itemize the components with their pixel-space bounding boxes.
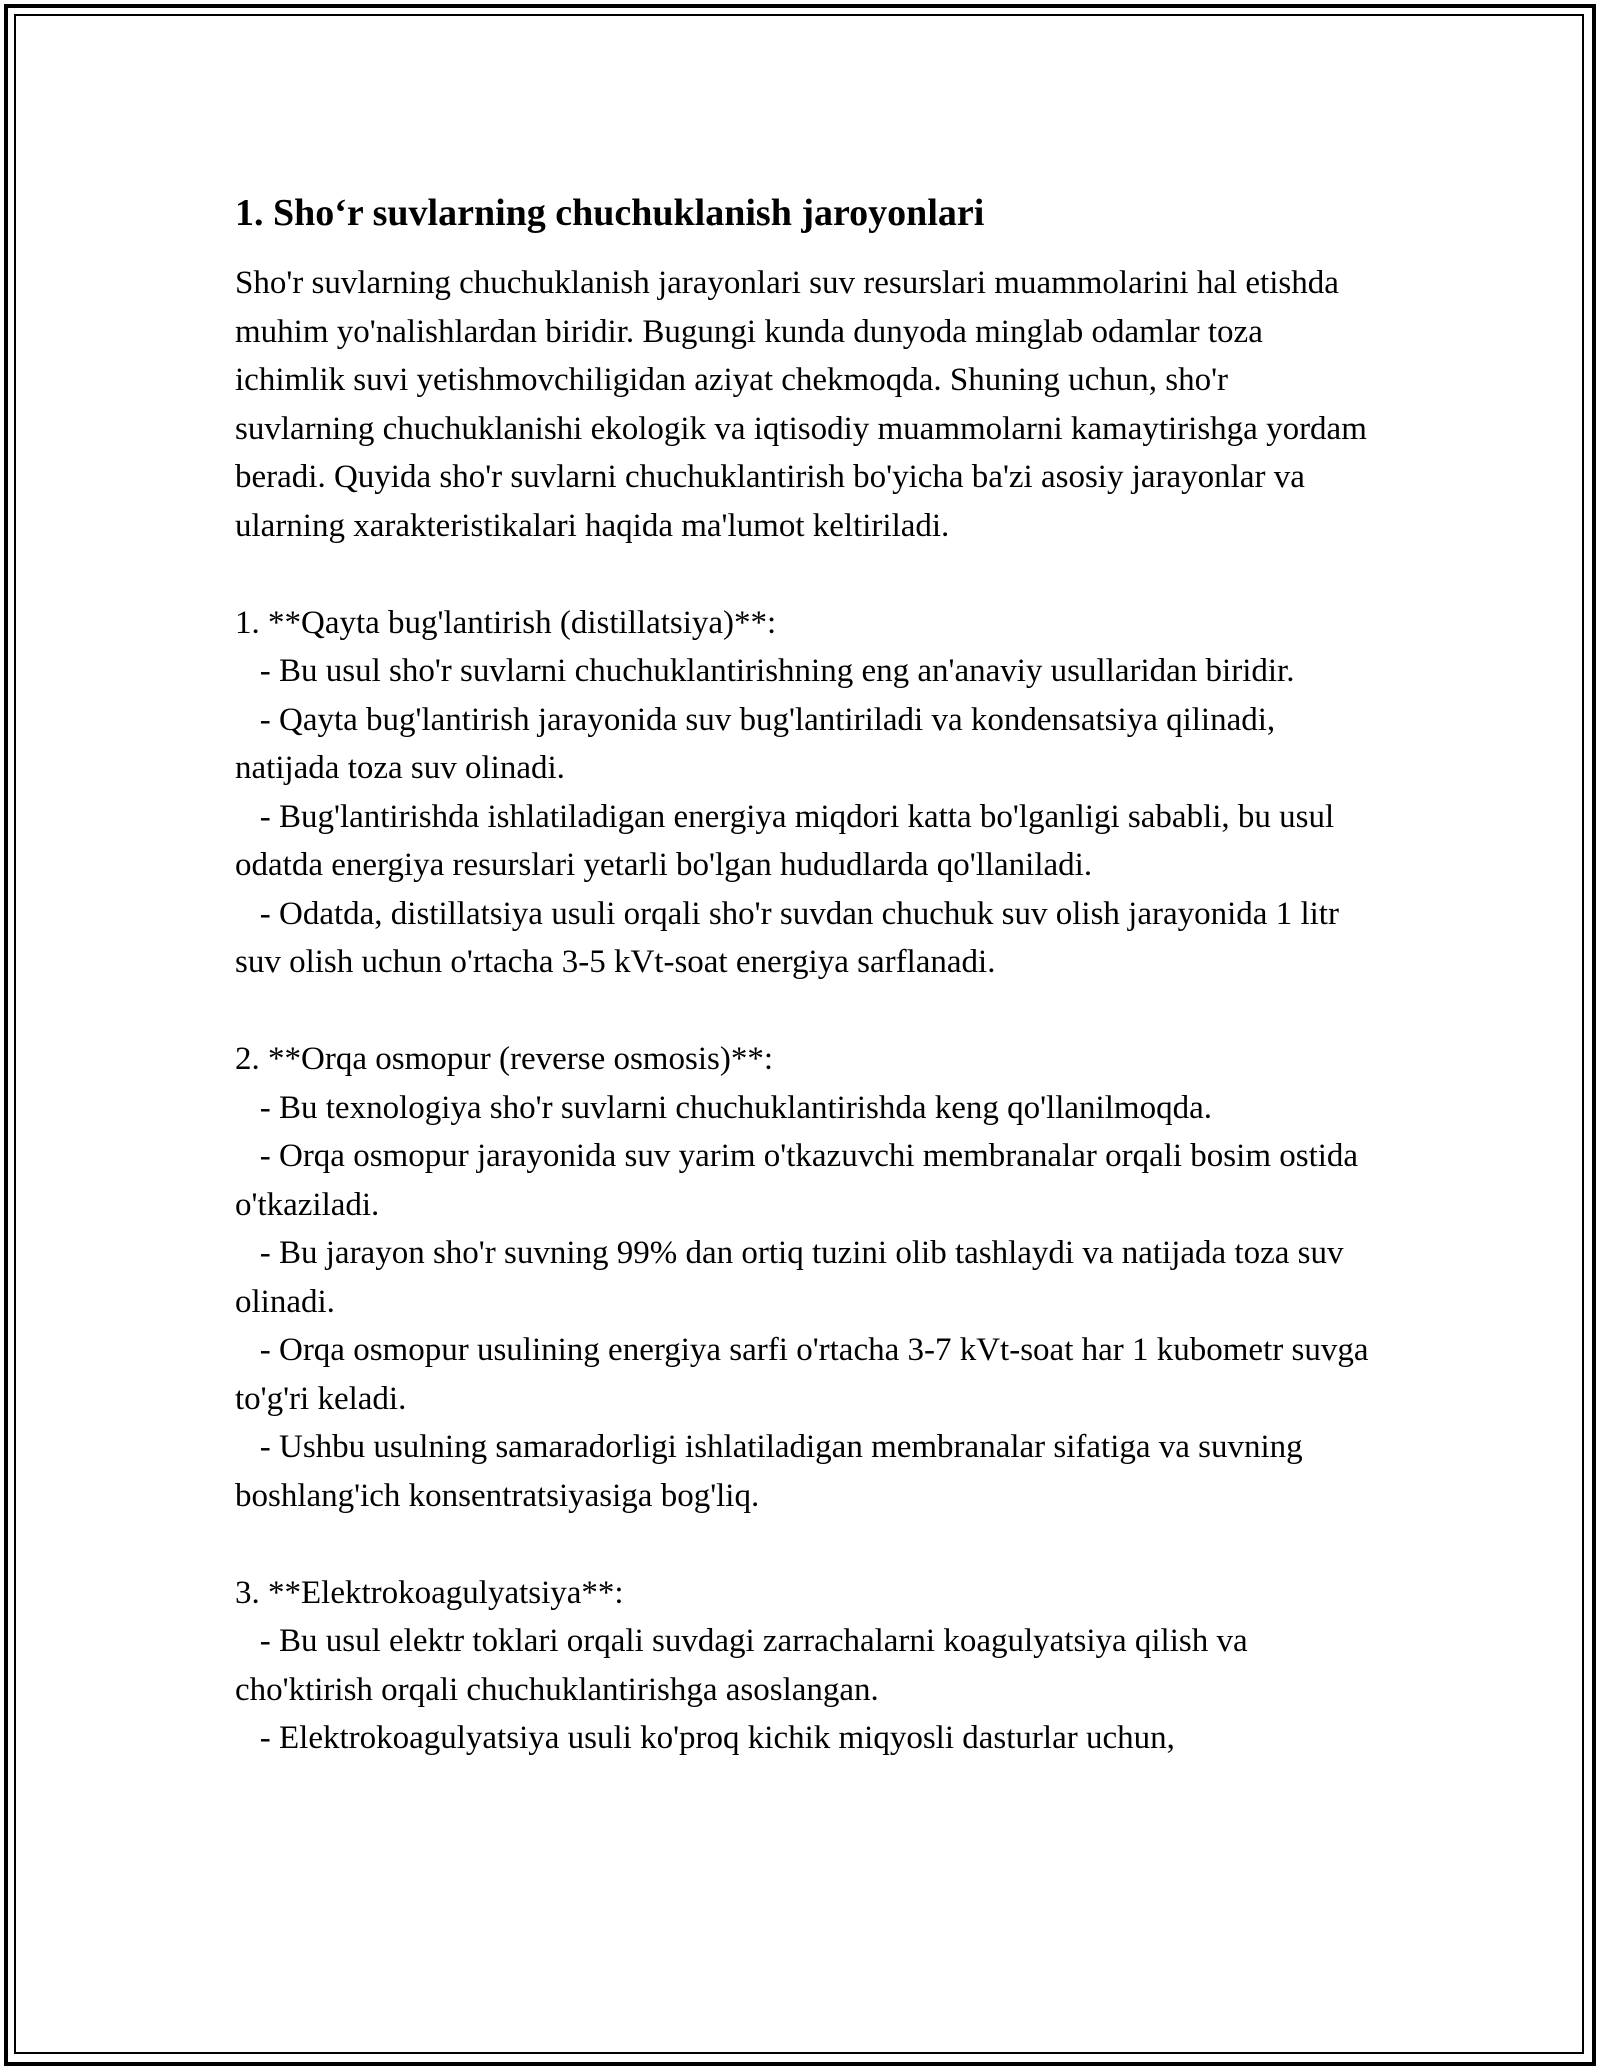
intro-paragraph: Sho'r suvlarning chuchuklanish jarayonlari suv resurslari muammolarini hal etishda muhim yo'nalishlardan biridir. Bugungi kunda dunyoda minglab odamlar toza ichimlik suvi yetishmovchiligidan aziyat chekmoqda. Shuning uchun, sho'r suvlarning chuchuklanishi ekologik va iqtisodiy muammolarni kamaytirishga yordam beradi. Quyida sho'r suvlarni chuchuklantirish bo'yicha ba'zi asosiy jarayonlar va ularning xarakteristikalari haqida ma'lumot keltiriladi.	[235, 265, 1376, 544]
list-item-text: - Bug'lantirishda ishlatiladigan energiya miqdori katta bo'lganligi sababli, bu usul odatda energiya resurslari yetarli bo'lgan hududlarda qo'llaniladi.	[235, 798, 1343, 883]
paragraph-gap	[235, 1520, 1375, 1569]
section-distillation	[235, 599, 1375, 987]
section-title: 2. **Orqa osmopur (reverse osmosis)**:	[235, 1041, 773, 1077]
list-item	[235, 647, 1375, 696]
list-item-text: - Bu usul elektr toklari orqali suvdagi zarrachalarni koagulyatsiya qilish va cho'ktirish orqali chuchuklantirishga asoslangan.	[235, 1623, 1256, 1708]
list-item	[235, 793, 1375, 890]
list-item-text: - Orqa osmopur jarayonida suv yarim o'tkazuvchi membranalar orqali bosim ostida o'tkaziladi.	[235, 1138, 1367, 1223]
list-item-text: - Bu texnologiya sho'r suvlarni chuchuklantirishda keng qo'llanilmoqda.	[259, 1089, 1212, 1126]
paragraph-gap	[235, 550, 1375, 599]
list-item	[235, 1132, 1375, 1229]
list-item-text: - Odatda, distillatsiya usuli orqali sho'r suvdan chuchuk suv olish jarayonida 1 litr suv olish uchun o'rtacha 3-5 kVt-soat energiya sarflanadi.	[235, 895, 1348, 980]
document-heading: 1. Sho‘r suvlarning chuchuklanish jaroyonlari	[235, 192, 985, 234]
section-title: 1. **Qayta bug'lantirish (distillatsiya)**:	[235, 604, 777, 641]
paragraph-gap	[235, 987, 1375, 1036]
list-item-text: - Elektrokoagulyatsiya usuli ko'proq kichik miqyosli dasturlar uchun,	[259, 1720, 1175, 1756]
section-title: 3. **Elektrokoagulyatsiya**:	[235, 1574, 624, 1611]
section-electrocoagulation	[235, 1569, 1375, 1763]
list-item-text: - Orqa osmopur usulining energiya sarfi o'rtacha 3-7 kVt-soat har 1 kubometr suvga to'g'ri keladi.	[235, 1332, 1377, 1417]
list-item	[235, 1084, 1375, 1133]
list-item	[235, 1617, 1375, 1714]
list-item	[235, 696, 1375, 793]
list-item	[235, 890, 1375, 987]
list-item	[235, 1326, 1375, 1423]
section-reverse-osmosis	[235, 1035, 1375, 1520]
list-item	[235, 1229, 1375, 1326]
document-page	[235, 185, 1375, 1763]
list-item-text: - Qayta bug'lantirish jarayonida suv bug'lantiriladi va kondensatsiya qilinadi, natijada toza suv olinadi.	[235, 701, 1284, 786]
list-item	[235, 1423, 1375, 1520]
list-item-text: - Bu jarayon sho'r suvning 99% dan ortiq tuzini olib tashlaydi va natijada toza suv olinadi.	[235, 1235, 1352, 1320]
list-item-text: - Bu usul sho'r suvlarni chuchuklantirishning eng an'anaviy usullaridan biridir.	[259, 653, 1295, 689]
list-item	[235, 1714, 1375, 1763]
list-item-text: - Ushbu usulning samaradorligi ishlatiladigan membranalar sifatiga va suvning boshlang'ich konsentratsiyasiga bog'liq.	[235, 1429, 1311, 1514]
